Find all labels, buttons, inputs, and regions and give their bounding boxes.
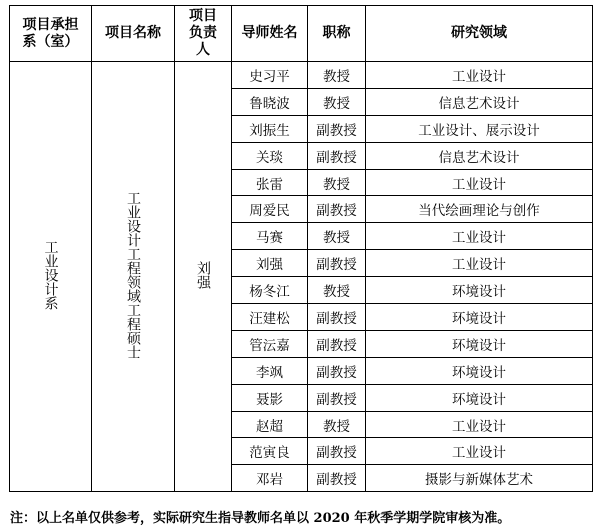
header-project-name: 项目名称 [92,6,175,62]
research-field: 摄影与新媒体艺术 [366,465,593,492]
advisor-name: 汪建松 [232,304,308,331]
research-field: 工业设计 [366,62,593,89]
advisor-title: 教授 [308,411,366,438]
project-name-cell [92,62,175,492]
advisor-name: 鲁晓波 [232,88,308,115]
research-field: 工业设计 [366,438,593,465]
header-field: 研究领域 [366,6,593,62]
advisor-title: 副教授 [308,465,366,492]
advisor-name: 聂影 [232,384,308,411]
advisor-title: 副教授 [308,304,366,331]
dept-cell-text: 工业设计系 [42,239,59,310]
advisor-title: 副教授 [308,330,366,357]
advisor-name: 史习平 [232,62,308,89]
advisor-name: 周爱民 [232,196,308,223]
research-field: 环境设计 [366,357,593,384]
research-field: 工业设计、展示设计 [366,115,593,142]
advisor-table [9,5,593,492]
advisor-name: 马赛 [232,223,308,250]
advisor-name: 邓岩 [232,465,308,492]
dept-cell [10,62,92,492]
advisor-title: 副教授 [308,196,366,223]
research-field: 环境设计 [366,384,593,411]
advisor-title: 副教授 [308,142,366,169]
advisor-name: 赵超 [232,411,308,438]
advisor-name: 关琰 [232,142,308,169]
research-field: 工业设计 [366,411,593,438]
advisor-name: 李飒 [232,357,308,384]
lead-cell [175,62,232,492]
advisor-title: 教授 [308,88,366,115]
advisor-name: 杨冬江 [232,277,308,304]
header-title: 职称 [308,6,366,62]
advisor-title: 教授 [308,62,366,89]
table-row [10,62,593,89]
research-field: 环境设计 [366,304,593,331]
advisor-title: 副教授 [308,438,366,465]
advisor-name: 刘强 [232,250,308,277]
research-field: 环境设计 [366,330,593,357]
project-name-cell-text: 工业设计工程领域工程硕士 [125,190,141,359]
header-row [10,6,593,62]
advisor-title: 副教授 [308,357,366,384]
advisor-title: 副教授 [308,115,366,142]
advisor-title: 副教授 [308,384,366,411]
header-lead: 项目负责人 [175,6,232,62]
advisor-name: 刘振生 [232,115,308,142]
advisor-title: 教授 [308,223,366,250]
advisor-name: 范寅良 [232,438,308,465]
header-advisor: 导师姓名 [232,6,308,62]
advisor-title: 副教授 [308,250,366,277]
footnote: 注：以上名单仅供参考，实际研究生指导教师名单以 2020 年秋季学期学院审核为准。 [10,511,511,526]
research-field: 信息艺术设计 [366,88,593,115]
advisor-name: 管沄嘉 [232,330,308,357]
advisor-title: 教授 [308,277,366,304]
advisor-title: 教授 [308,169,366,196]
research-field: 工业设计 [366,169,593,196]
header-dept: 项目承担系（室） [10,6,92,62]
lead-cell-text: 刘强 [195,260,211,289]
research-field: 环境设计 [366,277,593,304]
advisor-name: 张雷 [232,169,308,196]
research-field: 工业设计 [366,223,593,250]
research-field: 当代绘画理论与创作 [366,196,593,223]
research-field: 工业设计 [366,250,593,277]
research-field: 信息艺术设计 [366,142,593,169]
